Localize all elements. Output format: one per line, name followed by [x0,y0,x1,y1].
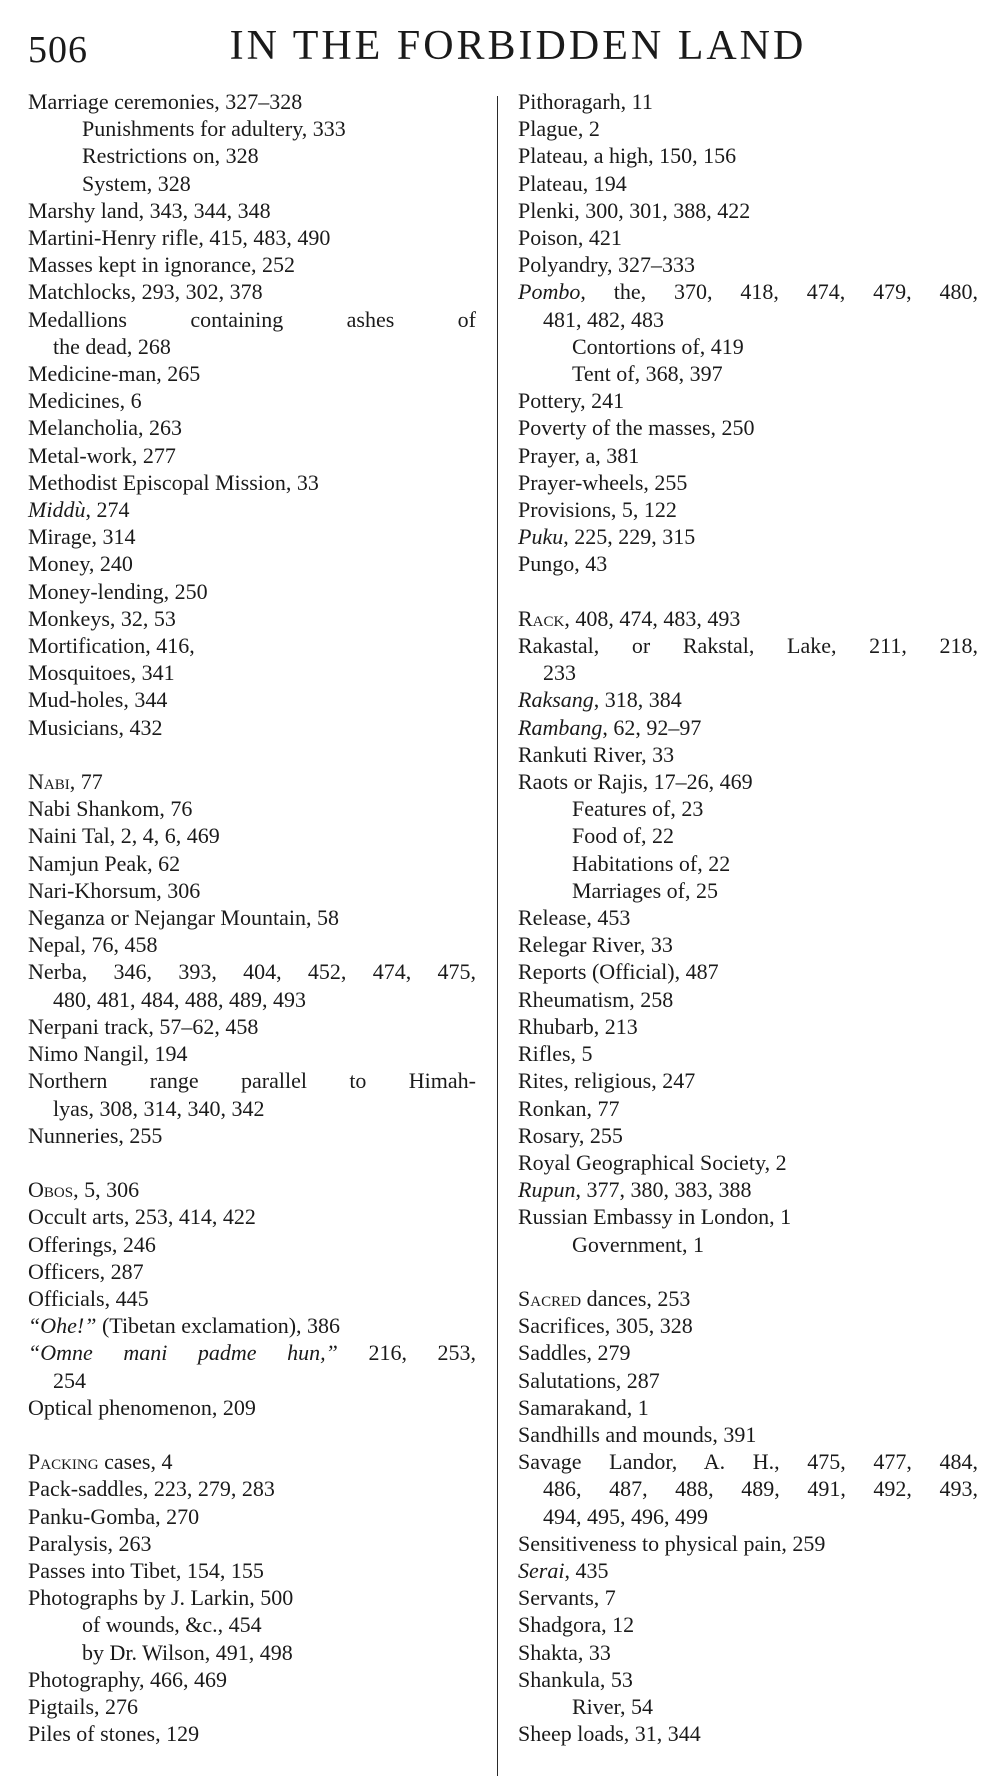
index-entry [518,1367,978,1394]
entry-text: Raots or Rajis, 17–26, 469 [518,769,753,795]
entry-text: Neganza or Nejangar Mountain, 58 [28,905,339,931]
entry-text: Methodist Episcopal Mission, 33 [28,469,319,495]
entry-text: Mosquitoes, 341 [28,660,175,686]
index-entry [28,714,476,741]
entry-text: Punishments for adultery, 333 [82,116,346,142]
index-entry [518,115,978,142]
entry-text: Pack-saddles, 223, 279, 283 [28,1476,275,1502]
index-entry [28,659,476,686]
index-entry [518,170,978,197]
entry-text: Paralysis, 263 [28,1530,152,1556]
index-entry [28,795,476,822]
index-entry [518,1203,978,1230]
entry-text: Prayer, a, 381 [518,442,640,468]
index-entry [28,88,476,115]
entry-text: Rakastal, or Rakstal, Lake, 211, 218, [518,633,978,659]
index-entry [518,714,978,741]
index-entry [518,197,978,224]
index-entry [28,632,476,659]
index-entry [518,333,978,360]
index-entry [518,1013,978,1040]
index-entry [28,1639,476,1666]
entry-lead: Pombo [518,279,581,305]
entry-text: Nepal, 76, 458 [28,932,158,958]
entry-text: 486, 487, 488, 489, 491, 492, 493, [543,1476,978,1502]
index-entry [518,877,978,904]
entry-text: Plateau, a high, 150, 156 [518,143,737,169]
entry-text: Habitations of, 22 [572,850,731,876]
entry-text: Poison, 421 [518,225,622,251]
entry-text: Photography, 466, 469 [28,1666,228,1692]
entry-text: Rosary, 255 [518,1122,623,1148]
index-entry [518,1557,978,1584]
index-entry [518,1095,978,1122]
index-entry [28,224,476,251]
index-entry [28,469,476,496]
entry-text: , the, 370, 418, 474, 479, 480, [580,279,978,305]
entry-text: Mirage, 314 [28,524,136,550]
entry-lead: Puku [518,524,564,550]
index-entry [28,1176,476,1203]
entry-text: Mortification, 416, [28,633,195,659]
index-entry [518,1693,978,1720]
index-entry [28,170,476,197]
index-entry [518,224,978,251]
page-number: 506 [28,29,88,71]
entry-text: Sandhills and mounds, 391 [518,1421,757,1447]
index-column-right [518,88,978,1747]
index-entry [28,1611,476,1638]
entry-text: Plague, 2 [518,116,600,142]
entry-lead: Rack [518,605,565,631]
index-entry [518,1639,978,1666]
entry-text: Shakta, 33 [518,1639,611,1665]
entry-text: Prayer-wheels, 255 [518,469,688,495]
index-entry [28,578,476,605]
entry-text: 233 [543,660,576,686]
index-entry [28,1122,476,1149]
entry-text: 481, 482, 483 [543,306,664,332]
entry-text: Pigtails, 276 [28,1693,139,1719]
entry-lead: Middù [28,497,86,523]
entry-text: 480, 481, 484, 488, 489, 493 [53,986,306,1012]
index-entry [28,442,476,469]
entry-text: Musicians, 432 [28,714,163,740]
index-column-left [28,88,476,1747]
index-entry [28,278,476,305]
index-entry [518,88,978,115]
entry-text: Passes into Tibet, 154, 155 [28,1557,264,1583]
column-divider [497,96,498,1776]
entry-text: Food of, 22 [572,823,675,849]
entry-text: Medicine-man, 265 [28,361,201,387]
entry-text: Piles of stones, 129 [28,1721,200,1747]
entry-text: Nimo Nangil, 194 [28,1041,188,1067]
index-entry [518,1448,978,1475]
index-entry [518,986,978,1013]
index-entry [518,1720,978,1747]
index-entry [28,1285,476,1312]
entry-text: Nerpani track, 57–62, 458 [28,1013,259,1039]
entry-text: Nunneries, 255 [28,1122,163,1148]
entry-lead: Nabi [28,769,70,795]
entry-text: Salutations, 287 [518,1367,660,1393]
index-entry [28,550,476,577]
index-entry [28,605,476,632]
index-entry [518,1231,978,1258]
entry-text: Savage Landor, A. H., 475, 477, 484, [518,1449,978,1475]
index-entry [518,1421,978,1448]
entry-text: Rhubarb, 213 [518,1013,638,1039]
index-entry [28,1503,476,1530]
entry-text: Saddles, 279 [518,1340,631,1366]
index-entry [518,768,978,795]
entry-text: Metal-work, 277 [28,442,176,468]
entry-text: Rankuti River, 33 [518,741,675,767]
index-entry [518,1176,978,1203]
index-entry [28,768,476,795]
index-entry [518,414,978,441]
entry-text: Masses kept in ignorance, 252 [28,252,295,278]
entry-text: , 318, 384 [593,687,682,713]
index-entry [518,1122,978,1149]
index-entry [28,1530,476,1557]
index-entry [518,659,978,686]
entry-text: Samarakand, 1 [518,1394,649,1420]
entry-text: Poverty of the masses, 250 [518,415,755,441]
entry-text: Money-lending, 250 [28,578,208,604]
index-entry [28,1203,476,1230]
index-entry [518,550,978,577]
index-entry [28,251,476,278]
index-entry [28,850,476,877]
index-entry [28,197,476,224]
index-entry [518,632,978,659]
index-entry [28,360,476,387]
index-entry [28,387,476,414]
index-entry [28,904,476,931]
entry-lead: Packing [28,1449,99,1475]
entry-text: Rifles, 5 [518,1041,593,1067]
index-entry [518,1312,978,1339]
entry-text: Medicines, 6 [28,388,142,414]
entry-text: lyas, 308, 314, 340, 342 [53,1095,265,1121]
index-entry [28,306,476,333]
entry-text: , 274 [85,497,130,523]
entry-text: Nari-Khorsum, 306 [28,877,201,903]
index-entry [518,1666,978,1693]
entry-text: Release, 453 [518,905,631,931]
index-entry [28,496,476,523]
entry-text: Medallions containing ashes of [28,306,476,332]
entry-text: Northern range parallel to Himah- [28,1068,476,1094]
entry-lead: “Ohe!” [28,1313,97,1339]
index-entry [518,360,978,387]
entry-text: Money, 240 [28,551,133,577]
entry-text: Melancholia, 263 [28,415,182,441]
index-entry [28,1013,476,1040]
index-entry [28,414,476,441]
entry-text: Rheumatism, 258 [518,986,674,1012]
entry-text: Pithoragarh, 11 [518,89,653,114]
index-entry [518,496,978,523]
entry-text: Offerings, 246 [28,1231,156,1257]
index-entry [28,1693,476,1720]
entry-text: Plateau, 194 [518,170,627,196]
entry-text: Ronkan, 77 [518,1095,620,1121]
entry-text: 494, 495, 496, 499 [543,1503,708,1529]
entry-text: 216, 253, [337,1340,477,1366]
entry-text: dances, 253 [581,1285,691,1311]
index-entry [518,1503,978,1530]
index-entry [518,1475,978,1502]
entry-text: Shankula, 53 [518,1666,633,1692]
entry-text: Nerba, 346, 393, 404, 452, 474, 475, [28,959,476,985]
index-entry [518,822,978,849]
entry-text: Nabi Shankom, 76 [28,796,193,822]
entry-text: Photographs by J. Larkin, 500 [28,1585,294,1611]
entry-text: System, 328 [82,170,191,196]
entry-text: (Tibetan exclamation), 386 [96,1313,341,1339]
index-entry [518,442,978,469]
index-entry [518,306,978,333]
entry-text: of wounds, &c., 454 [82,1612,262,1638]
entry-text: 254 [53,1367,86,1393]
entry-text: Polyandry, 327–333 [518,252,696,278]
index-entry [518,142,978,169]
entry-text: Government, 1 [572,1231,704,1257]
index-entry [28,877,476,904]
entry-text: , 62, 92–97 [602,714,702,740]
index-entry [518,1285,978,1312]
entry-lead: Serai [518,1557,565,1583]
index-entry [518,850,978,877]
entry-text: Namjun Peak, 62 [28,850,181,876]
index-entry [28,1231,476,1258]
entry-text: Sheep loads, 31, 344 [518,1721,701,1747]
index-entry [28,1040,476,1067]
index-entry [28,523,476,550]
entry-text: Matchlocks, 293, 302, 378 [28,279,263,305]
index-entry [28,1367,476,1394]
index-entry [518,958,978,985]
entry-text: Marshy land, 343, 344, 348 [28,197,271,223]
index-entry [28,1258,476,1285]
index-entry [518,1611,978,1638]
entry-lead: Raksang [518,687,594,713]
index-entry [518,605,978,632]
index-entry [28,1448,476,1475]
entry-text: , 225, 229, 315 [563,524,696,550]
index-entry [28,1666,476,1693]
index-entry [28,1067,476,1094]
index-entry [28,1095,476,1122]
index-entry [518,469,978,496]
index-entry [518,523,978,550]
entry-text: cases, 4 [98,1449,173,1475]
entry-text: Reports (Official), 487 [518,959,719,985]
entry-text: Martini-Henry rifle, 415, 483, 490 [28,225,331,251]
entry-text: , 408, 474, 483, 493 [564,605,741,631]
index-entry [28,958,476,985]
entry-text: Provisions, 5, 122 [518,497,677,523]
index-entry [28,1312,476,1339]
entry-text: Shadgora, 12 [518,1612,635,1638]
index-entry [28,333,476,360]
index-entry [518,741,978,768]
entry-text: Pottery, 241 [518,388,625,414]
entry-text: , 435 [564,1557,609,1583]
entry-text: Occult arts, 253, 414, 422 [28,1204,256,1230]
index-entry [28,931,476,958]
entry-text: Sacrifices, 305, 328 [518,1313,693,1339]
entry-text: by Dr. Wilson, 491, 498 [82,1639,293,1665]
index-entry [518,1584,978,1611]
index-entry [518,931,978,958]
entry-text: Tent of, 368, 397 [572,361,723,387]
index-entry [518,904,978,931]
entry-text: Officers, 287 [28,1258,144,1284]
entry-lead: Sacred [518,1285,582,1311]
index-entry [518,251,978,278]
index-entry [28,142,476,169]
index-entry [28,986,476,1013]
entry-lead: “Omne mani padme hun,” [28,1340,338,1366]
index-entry [518,1067,978,1094]
index-entry [518,795,978,822]
entry-text: Mud-holes, 344 [28,687,168,713]
entry-text: Marriages of, 25 [572,877,719,903]
entry-text: Rites, religious, 247 [518,1068,696,1094]
entry-text: Restrictions on, 328 [82,143,259,169]
entry-text: Pungo, 43 [518,551,608,577]
entry-text: Russian Embassy in London, 1 [518,1204,792,1230]
entry-lead: Rambang [518,714,603,740]
entry-text: Contortions of, 419 [572,333,744,359]
entry-text: , 377, 380, 383, 388 [575,1177,752,1203]
index-entry [28,1584,476,1611]
entry-text: Plenki, 300, 301, 388, 422 [518,197,751,223]
index-entry [518,686,978,713]
entry-lead: Obos [28,1177,74,1203]
index-entry [518,1040,978,1067]
entry-text: Royal Geographical Society, 2 [518,1149,787,1175]
index-entry [518,278,978,305]
entry-text: Panku-Gomba, 270 [28,1503,200,1529]
entry-text: , 77 [69,769,103,795]
index-entry [28,115,476,142]
entry-text: Servants, 7 [518,1585,616,1611]
index-entry [28,1339,476,1366]
entry-text: Naini Tal, 2, 4, 6, 469 [28,823,220,849]
page-header [28,14,978,84]
index-entry [28,1475,476,1502]
index-entry [28,1720,476,1747]
entry-text: Optical phenomenon, 209 [28,1394,256,1420]
index-entry [28,822,476,849]
entry-text: Features of, 23 [572,796,704,822]
entry-text: the dead, 268 [53,333,171,359]
entry-text: Monkeys, 32, 53 [28,605,176,631]
running-title: IN THE FORBIDDEN LAND [229,23,807,69]
entry-text: Marriage ceremonies, 327–328 [28,89,303,114]
entry-text: Sensitiveness to physical pain, 259 [518,1530,826,1556]
index-entry [28,1557,476,1584]
index-entry [518,1530,978,1557]
index-entry [518,1339,978,1366]
index-entry [518,1394,978,1421]
index-entry [518,387,978,414]
entry-text: Officials, 445 [28,1285,149,1311]
entry-lead: Rupun [518,1177,576,1203]
index-entry [28,686,476,713]
entry-text: Relegar River, 33 [518,932,673,958]
index-entry [518,1149,978,1176]
index-entry [28,1394,476,1421]
entry-text: River, 54 [572,1693,653,1719]
entry-text: , 5, 306 [73,1177,140,1203]
